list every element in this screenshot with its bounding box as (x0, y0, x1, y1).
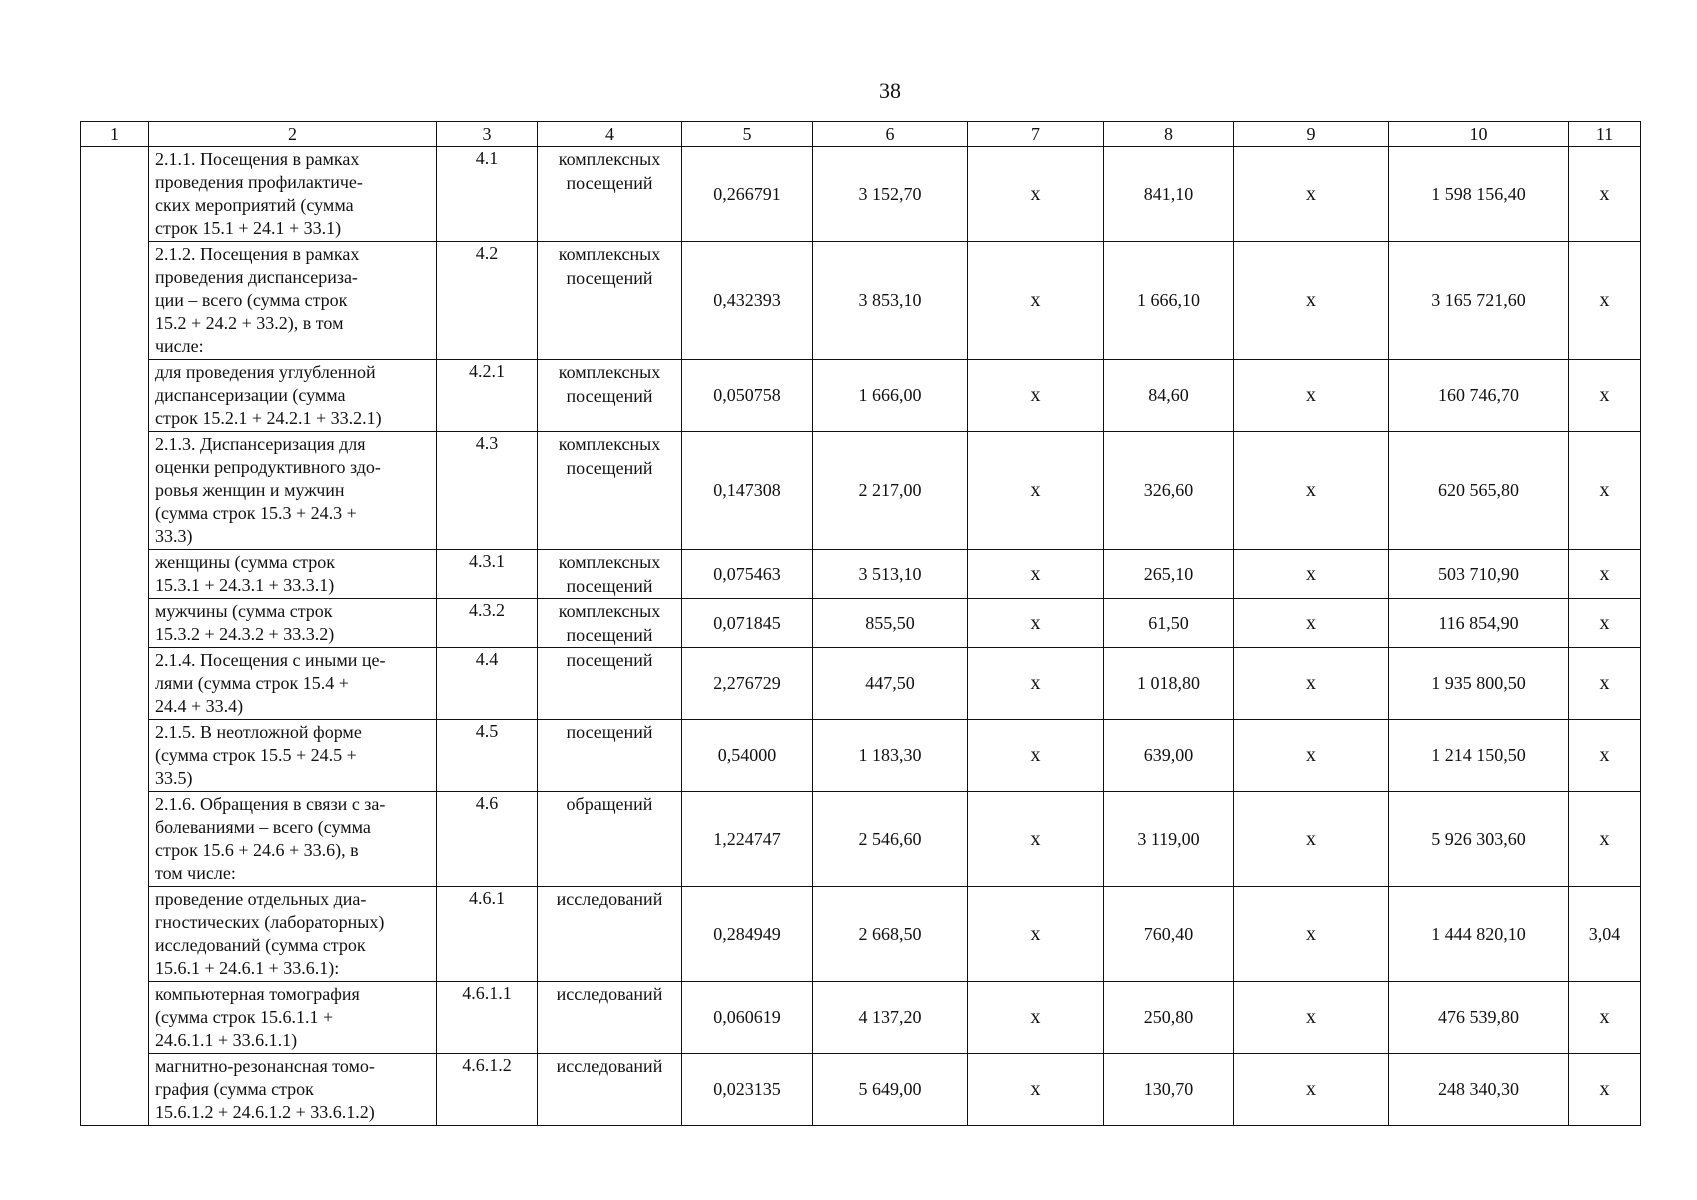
row-value-col8: 61,50 (1104, 599, 1234, 648)
row-value-col10: 5 926 303,60 (1389, 792, 1569, 887)
row-value-col7: х (968, 432, 1104, 550)
row-name-cell (149, 982, 437, 1054)
row-name-line: 15.6.1.2 + 24.6.1.2 + 33.6.1.2) (155, 1102, 375, 1122)
row-unit-cell (538, 887, 682, 982)
row-code-cell: 4.6 (437, 792, 538, 887)
row-name-line: 2.1.6. Обращения в связи с за- (155, 794, 386, 814)
row-name-line: для проведения углубленной (155, 362, 376, 382)
column-header-5: 5 (682, 122, 813, 147)
row-unit-cell (538, 432, 682, 550)
row-unit-cell (538, 599, 682, 648)
data-table (80, 121, 1641, 1126)
row-value-col11: х (1569, 1054, 1641, 1126)
row-value-col11: х (1569, 360, 1641, 432)
row-value-col11: х (1569, 720, 1641, 792)
row-value-col6: 3 853,10 (813, 242, 968, 360)
table-row (81, 147, 1641, 242)
row-value-col5: 0,147308 (682, 432, 813, 550)
row-name-cell (149, 147, 437, 242)
row-code-cell: 4.3.2 (437, 599, 538, 648)
table-row (81, 432, 1641, 550)
row-value-col8: 326,60 (1104, 432, 1234, 550)
row-value-col9: х (1234, 360, 1389, 432)
row-value-col6: 2 546,60 (813, 792, 968, 887)
table-row (81, 792, 1641, 887)
row-unit-cell (538, 982, 682, 1054)
row-name-line: диспансеризации (сумма (155, 385, 346, 405)
row-unit-line: исследований (556, 889, 663, 909)
row-value-col8: 760,40 (1104, 887, 1234, 982)
row-unit-line: комплексных (558, 434, 661, 454)
row-value-col11: х (1569, 147, 1641, 242)
row-unit-line: посещений (566, 722, 653, 742)
row-code-cell: 4.6.1.2 (437, 1054, 538, 1126)
row-name-line: женщины (сумма строк (155, 552, 336, 572)
row-value-col5: 0,071845 (682, 599, 813, 648)
row-value-col7: х (968, 599, 1104, 648)
row-value-col6: 5 649,00 (813, 1054, 968, 1126)
row-name-line: 15.3.1 + 24.3.1 + 33.3.1) (155, 575, 335, 595)
row-unit-line: посещений (566, 268, 653, 288)
row-unit-line: посещений (566, 458, 653, 478)
column-header-9: 9 (1234, 122, 1389, 147)
row-name-line: ции – всего (сумма строк (155, 290, 348, 310)
column-header-11: 11 (1569, 122, 1641, 147)
row-name-line: 15.3.2 + 24.3.2 + 33.3.2) (155, 624, 335, 644)
row-unit-line: посещений (566, 173, 653, 193)
row-name-line: графия (сумма строк (155, 1079, 314, 1099)
row-name-line: (сумма строк 15.3 + 24.3 + (155, 503, 357, 523)
row-value-col5: 0,54000 (682, 720, 813, 792)
row-unit-cell (538, 720, 682, 792)
column-header-1: 1 (81, 122, 149, 147)
row-name-cell (149, 720, 437, 792)
row-value-col8: 84,60 (1104, 360, 1234, 432)
column-header-10: 10 (1389, 122, 1569, 147)
row-code-cell: 4.2.1 (437, 360, 538, 432)
row-value-col6: 3 513,10 (813, 550, 968, 599)
row-value-col6: 1 666,00 (813, 360, 968, 432)
row-unit-line: посещений (566, 576, 653, 596)
row-name-cell (149, 648, 437, 720)
row-name-line: проведения диспансериза- (155, 267, 358, 287)
row-value-col10: 620 565,80 (1389, 432, 1569, 550)
row-unit-line: исследований (556, 1056, 663, 1076)
row-value-col5: 2,276729 (682, 648, 813, 720)
row-value-col7: х (968, 550, 1104, 599)
row-value-col10: 1 935 800,50 (1389, 648, 1569, 720)
row-name-line: 2.1.5. В неотложной форме (155, 722, 362, 742)
column-header-2: 2 (149, 122, 437, 147)
row-value-col7: х (968, 720, 1104, 792)
row-value-col7: х (968, 147, 1104, 242)
row-value-col10: 1 444 820,10 (1389, 887, 1569, 982)
row-name-line: 15.6.1 + 24.6.1 + 33.6.1): (155, 958, 340, 978)
row-unit-line: обращений (566, 794, 653, 814)
row-code-cell: 4.5 (437, 720, 538, 792)
row-unit-line: исследований (556, 984, 663, 1004)
row-name-cell (149, 599, 437, 648)
row-unit-cell (538, 792, 682, 887)
row-value-col8: 1 666,10 (1104, 242, 1234, 360)
row-value-col6: 1 183,30 (813, 720, 968, 792)
row-value-col11: х (1569, 792, 1641, 887)
row-name-cell (149, 242, 437, 360)
row-value-col10: 476 539,80 (1389, 982, 1569, 1054)
row-name-line: гностических (лабораторных) (155, 912, 385, 932)
row-name-line: 2.1.3. Диспансеризация для (155, 434, 366, 454)
row-value-col11: 3,04 (1569, 887, 1641, 982)
row-value-col7: х (968, 792, 1104, 887)
row-value-col9: х (1234, 648, 1389, 720)
row-value-col9: х (1234, 550, 1389, 599)
row-value-col9: х (1234, 792, 1389, 887)
row-value-col11: х (1569, 432, 1641, 550)
row-unit-cell (538, 648, 682, 720)
row-value-col9: х (1234, 1054, 1389, 1126)
row-value-col5: 0,075463 (682, 550, 813, 599)
row-value-col5: 0,284949 (682, 887, 813, 982)
column-header-7: 7 (968, 122, 1104, 147)
row-value-col10: 160 746,70 (1389, 360, 1569, 432)
row-name-cell (149, 792, 437, 887)
row-value-col7: х (968, 982, 1104, 1054)
row-value-col9: х (1234, 242, 1389, 360)
row-name-line: проведение отдельных диа- (155, 889, 367, 909)
row-name-line: магнитно-резонансная томо- (155, 1056, 375, 1076)
row-value-col7: х (968, 887, 1104, 982)
row-value-col6: 447,50 (813, 648, 968, 720)
row-name-line: том числе: (155, 863, 236, 883)
table-row (81, 242, 1641, 360)
header-row (81, 122, 1641, 147)
row-value-col11: х (1569, 550, 1641, 599)
table-row (81, 1054, 1641, 1126)
page-number: 38 (879, 78, 901, 103)
row-unit-line: комплексных (558, 244, 661, 264)
row-value-col5: 0,050758 (682, 360, 813, 432)
row-name-line: ровья женщин и мужчин (155, 480, 345, 500)
row-value-col10: 248 340,30 (1389, 1054, 1569, 1126)
row-name-line: 15.2 + 24.2 + 33.2), в том (155, 313, 344, 333)
row-code-cell: 4.6.1 (437, 887, 538, 982)
row-name-line: числе: (155, 336, 204, 356)
row-unit-cell (538, 360, 682, 432)
row-value-col9: х (1234, 147, 1389, 242)
row-value-col7: х (968, 1054, 1104, 1126)
column-header-3: 3 (437, 122, 538, 147)
row-value-col8: 841,10 (1104, 147, 1234, 242)
row-name-line: исследований (сумма строк (155, 935, 366, 955)
row-name-line: проведения профилактиче- (155, 172, 363, 192)
row-code-cell: 4.3 (437, 432, 538, 550)
row-name-line: 24.4 + 33.4) (155, 696, 244, 716)
row-value-col11: х (1569, 242, 1641, 360)
row-value-col10: 503 710,90 (1389, 550, 1569, 599)
row-value-col9: х (1234, 887, 1389, 982)
row-value-col11: х (1569, 982, 1641, 1054)
row-name-line: лями (сумма строк 15.4 + (155, 673, 349, 693)
row-unit-line: комплексных (558, 552, 661, 572)
row-name-cell (149, 1054, 437, 1126)
row-name-line: компьютерная томография (155, 984, 360, 1004)
row-value-col6: 4 137,20 (813, 982, 968, 1054)
row-value-col5: 0,266791 (682, 147, 813, 242)
row-unit-cell (538, 550, 682, 599)
row-unit-line: посещений (566, 650, 653, 670)
row-name-line: мужчины (сумма строк (155, 601, 333, 621)
row-name-line: строк 15.2.1 + 24.2.1 + 33.2.1) (155, 408, 382, 428)
row-value-col6: 855,50 (813, 599, 968, 648)
row-value-col10: 116 854,90 (1389, 599, 1569, 648)
row-code-cell: 4.6.1.1 (437, 982, 538, 1054)
row-value-col7: х (968, 360, 1104, 432)
table-row (81, 887, 1641, 982)
row-code-cell: 4.2 (437, 242, 538, 360)
row-unit-line: комплексных (558, 362, 661, 382)
row-name-line: (сумма строк 15.5 + 24.5 + (155, 745, 357, 765)
row-name-line: оценки репродуктивного здо- (155, 457, 381, 477)
table-row (81, 982, 1641, 1054)
row-value-col8: 130,70 (1104, 1054, 1234, 1126)
row-unit-cell (538, 242, 682, 360)
row-name-line: 2.1.4. Посещения с иными це- (155, 650, 386, 670)
row-value-col5: 0,060619 (682, 982, 813, 1054)
row-name-line: строк 15.6 + 24.6 + 33.6), в (155, 840, 359, 860)
column-header-4: 4 (538, 122, 682, 147)
row-value-col6: 2 668,50 (813, 887, 968, 982)
row-value-col5: 0,023135 (682, 1054, 813, 1126)
row-value-col10: 1 598 156,40 (1389, 147, 1569, 242)
row-value-col11: х (1569, 648, 1641, 720)
row-value-col6: 3 152,70 (813, 147, 968, 242)
row-value-col6: 2 217,00 (813, 432, 968, 550)
table-row (81, 648, 1641, 720)
row-name-line: 2.1.1. Посещения в рамках (155, 149, 360, 169)
row-value-col8: 639,00 (1104, 720, 1234, 792)
column-header-6: 6 (813, 122, 968, 147)
row-value-col9: х (1234, 599, 1389, 648)
row-name-cell (149, 550, 437, 599)
row-name-cell (149, 887, 437, 982)
row-value-col10: 1 214 150,50 (1389, 720, 1569, 792)
column-1-cell (81, 147, 149, 1126)
row-unit-cell (538, 147, 682, 242)
row-code-cell: 4.4 (437, 648, 538, 720)
row-value-col7: х (968, 242, 1104, 360)
row-value-col9: х (1234, 432, 1389, 550)
row-code-cell: 4.1 (437, 147, 538, 242)
row-name-line: 33.5) (155, 768, 193, 788)
table-body (81, 147, 1641, 1126)
row-name-line: 24.6.1.1 + 33.6.1.1) (155, 1030, 298, 1050)
row-value-col11: х (1569, 599, 1641, 648)
row-name-line: (сумма строк 15.6.1.1 + (155, 1007, 334, 1027)
row-name-line: 2.1.2. Посещения в рамках (155, 244, 360, 264)
row-value-col9: х (1234, 720, 1389, 792)
row-code-cell: 4.3.1 (437, 550, 538, 599)
table-row (81, 550, 1641, 599)
row-value-col8: 265,10 (1104, 550, 1234, 599)
table-row (81, 599, 1641, 648)
row-unit-line: комплексных (558, 601, 661, 621)
row-value-col5: 0,432393 (682, 242, 813, 360)
table-row (81, 720, 1641, 792)
row-name-line: ских мероприятий (сумма (155, 195, 354, 215)
row-value-col8: 250,80 (1104, 982, 1234, 1054)
table-row (81, 360, 1641, 432)
row-value-col10: 3 165 721,60 (1389, 242, 1569, 360)
row-value-col8: 1 018,80 (1104, 648, 1234, 720)
row-name-line: строк 15.1 + 24.1 + 33.1) (155, 218, 342, 238)
row-value-col8: 3 119,00 (1104, 792, 1234, 887)
row-unit-cell (538, 1054, 682, 1126)
row-name-cell (149, 432, 437, 550)
row-unit-line: посещений (566, 386, 653, 406)
column-header-8: 8 (1104, 122, 1234, 147)
row-name-line: болеваниями – всего (сумма (155, 817, 371, 837)
row-value-col9: х (1234, 982, 1389, 1054)
row-value-col7: х (968, 648, 1104, 720)
row-unit-line: посещений (566, 625, 653, 645)
row-name-line: 33.3) (155, 526, 193, 546)
row-unit-line: комплексных (558, 149, 661, 169)
row-value-col5: 1,224747 (682, 792, 813, 887)
row-name-cell (149, 360, 437, 432)
